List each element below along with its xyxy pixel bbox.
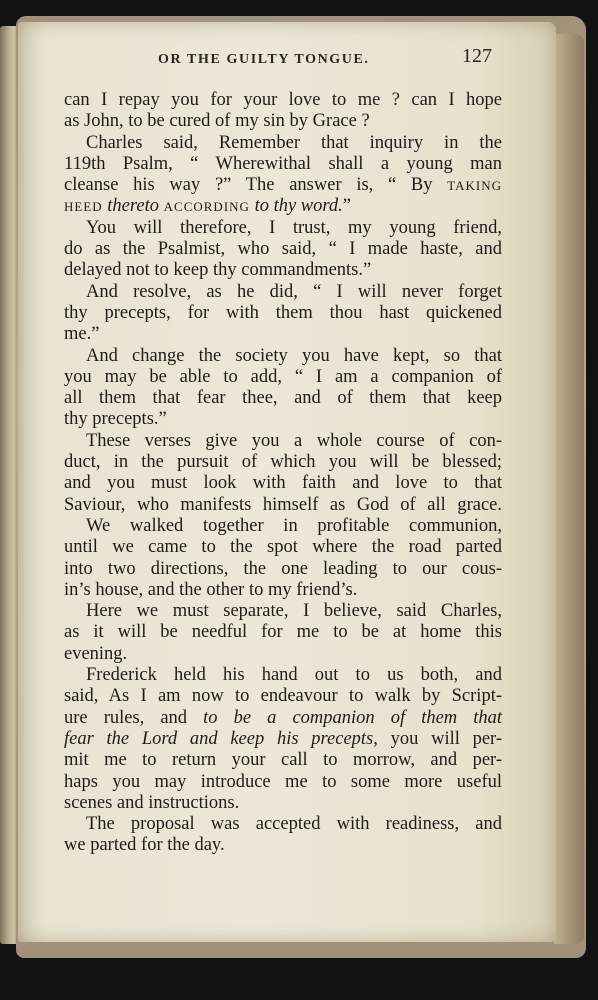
text-line: Here we must separate, I believe, said Charles, [86,601,502,622]
text-line: 119th Psalm, “ Wherewithal shall a young man [64,153,502,174]
small-caps-text: taking [447,175,503,196]
text-line: thy precepts, for with them thou hast quickened [64,302,502,323]
text-line: scenes and instructions. [64,792,240,813]
text-line: Charles said, Remember that inquiry in the [86,132,502,153]
text-line: in’s house, and the other to my friend’s. [64,579,358,600]
text-line: we parted for the day. [64,835,225,856]
text-line: duct, in the pursuit of which you will be blessed; [64,452,502,473]
text-line: These verses give you a whole course of con- [86,430,502,451]
text-span: you will per- [390,728,502,749]
text-line: mit me to return your call to morrow, and per- [64,750,502,771]
text-line: You will therefore, I trust, my young friend, [86,217,502,238]
text-line [64,708,502,729]
italic-text: fear the Lord and keep his precepts, [64,728,378,749]
text-span: cleanse his way ?” The answer is, “ By [64,175,433,196]
text-line: haps you may introduce me to some more useful [64,771,502,792]
text-line: The proposal was accepted with readiness, and [86,814,502,835]
text-line: Saviour, who manifests himself as God of all grace. [64,494,502,515]
text-line: We walked together in profitable communion, [86,515,502,536]
text-line: as John, to be cured of my sin by Grace ? [64,111,370,132]
text-line: And change the society you have kept, so that [86,345,502,366]
text-line: me.” [64,324,100,345]
italic-text: to be a companion of them that [203,707,503,728]
text-span: ure rules, and [64,707,188,728]
text-line: all them that fear thee, and of them that keep [64,388,502,409]
text-line: do as the Psalmist, who said, “ I made haste, and [64,239,502,260]
text-span: ” [342,196,351,217]
text-line: as it will be needful for me to be at home this [64,622,502,643]
text-line: until we came to the spot where the road parted [64,537,502,558]
text-line [64,196,502,217]
text-line: into two directions, the one leading to our cous- [64,558,502,579]
text-line: And resolve, as he did, “ I will never forget [86,281,502,302]
page-stack-edge [554,34,584,944]
small-caps-text: according [163,196,250,217]
running-title: OR THE GUILTY TONGUE. [158,52,370,67]
page-number: 127 [462,45,492,67]
page-body-text [64,90,502,857]
text-line: said, As I am now to endeavour to walk by Script- [64,686,502,707]
small-caps-text: heed [64,196,103,217]
text-line: can I repay you for your love to me ? can I hope [64,90,502,110]
text-line: delayed not to keep thy commandments.” [64,260,372,281]
text-line: thy precepts.” [64,409,167,430]
italic-text: thereto [107,196,160,217]
text-line [64,175,502,196]
text-line: evening. [64,643,128,664]
text-line: you may be able to add, “ I am a companion of [64,366,502,387]
text-line [64,729,502,750]
italic-text: to thy word. [254,196,343,217]
text-line: and you must look with faith and love to that [64,473,502,494]
text-line: Frederick held his hand out to us both, and [86,665,502,686]
